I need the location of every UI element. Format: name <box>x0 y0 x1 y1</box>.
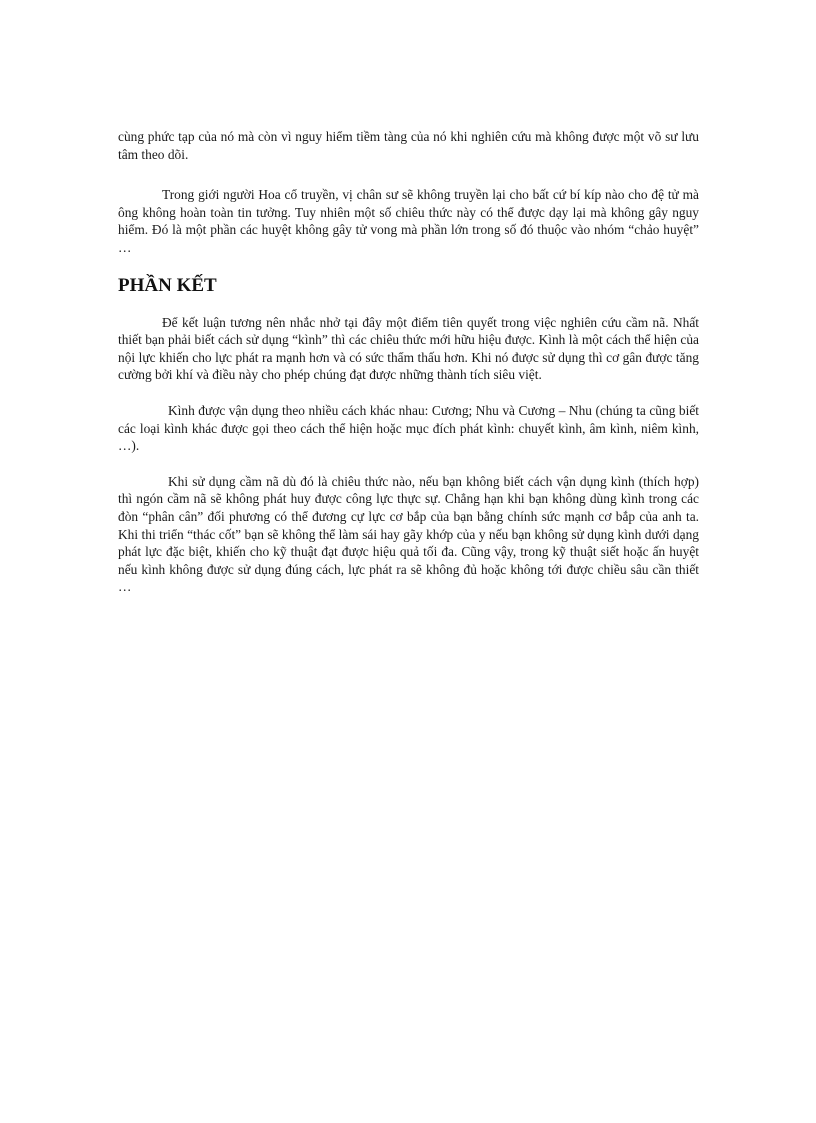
section-heading: PHẦN KẾT <box>118 274 217 296</box>
document-page <box>118 128 699 596</box>
paragraph-application: Khi sử dụng cầm nã dù đó là chiêu thức nào, nếu bạn không biết cách vận dụng kình (thích hợp) thì ngón cầm nã sẽ không phát huy được công lực thực sự. Chẳng hạn khi bạn không dùng kình trong các đòn “phân cân” đối phương có thể đương cự lực cơ bắp của bạn bằng chính sức mạnh cơ bắp của anh ta. Khi thi triển “thác cốt” bạn sẽ không thể làm sái hay gãy khớp của y nếu bạn không sử dụng kình dưới dạng phát lực đặc biệt, khiến cho kỹ thuật đạt được hiệu quả tối đa. Cũng vậy, trong kỹ thuật siết hoặc ấn huyệt nếu kình không được sử dụng đúng cách, lực phát ra sẽ không đủ hoặc không tới được chiều sâu cần thiết … <box>118 473 699 595</box>
paragraph-kinh-types: Kình được vận dụng theo nhiều cách khác nhau: Cương; Nhu và Cương – Nhu (chúng ta cũng biết các loại kình khác được gọi theo cách thể hiện hoặc mục đích phát kình: chuyết kình, âm kình, niêm kình, …). <box>118 402 699 454</box>
paragraph-conclusion: Để kết luận tương nên nhắc nhở tại đây một điểm tiên quyết trong việc nghiên cứu cầm nã. Nhất thiết bạn phải biết cách sử dụng “kình” thì các chiêu thức mới hữu hiệu được. Kình là một cách thể hiện của nội lực khiến cho lực phát ra mạnh hơn và có sức thẩm thấu hơn. Khi nó được sử dụng thì cơ gân được tăng cường bởi khí và điều này cho phép chúng đạt được những thành tích siêu việt. <box>118 314 699 383</box>
paragraph-tradition: Trong giới người Hoa cổ truyền, vị chân sư sẽ không truyền lại cho bất cứ bí kíp nào cho đệ tử mà ông không hoàn toàn tin tưởng. Tuy nhiên một số chiêu thức này có thể được dạy lại mà không gây nguy hiểm. Đó là một phần các huyệt không gây tử vong mà phần lớn trong số đó thuộc vào nhóm “chảo huyệt” … <box>118 187 699 255</box>
paragraph-continued: cùng phức tạp của nó mà còn vì nguy hiểm tiềm tàng của nó khi nghiên cứu mà không được một võ sư lưu tâm theo dõi. <box>118 129 699 162</box>
